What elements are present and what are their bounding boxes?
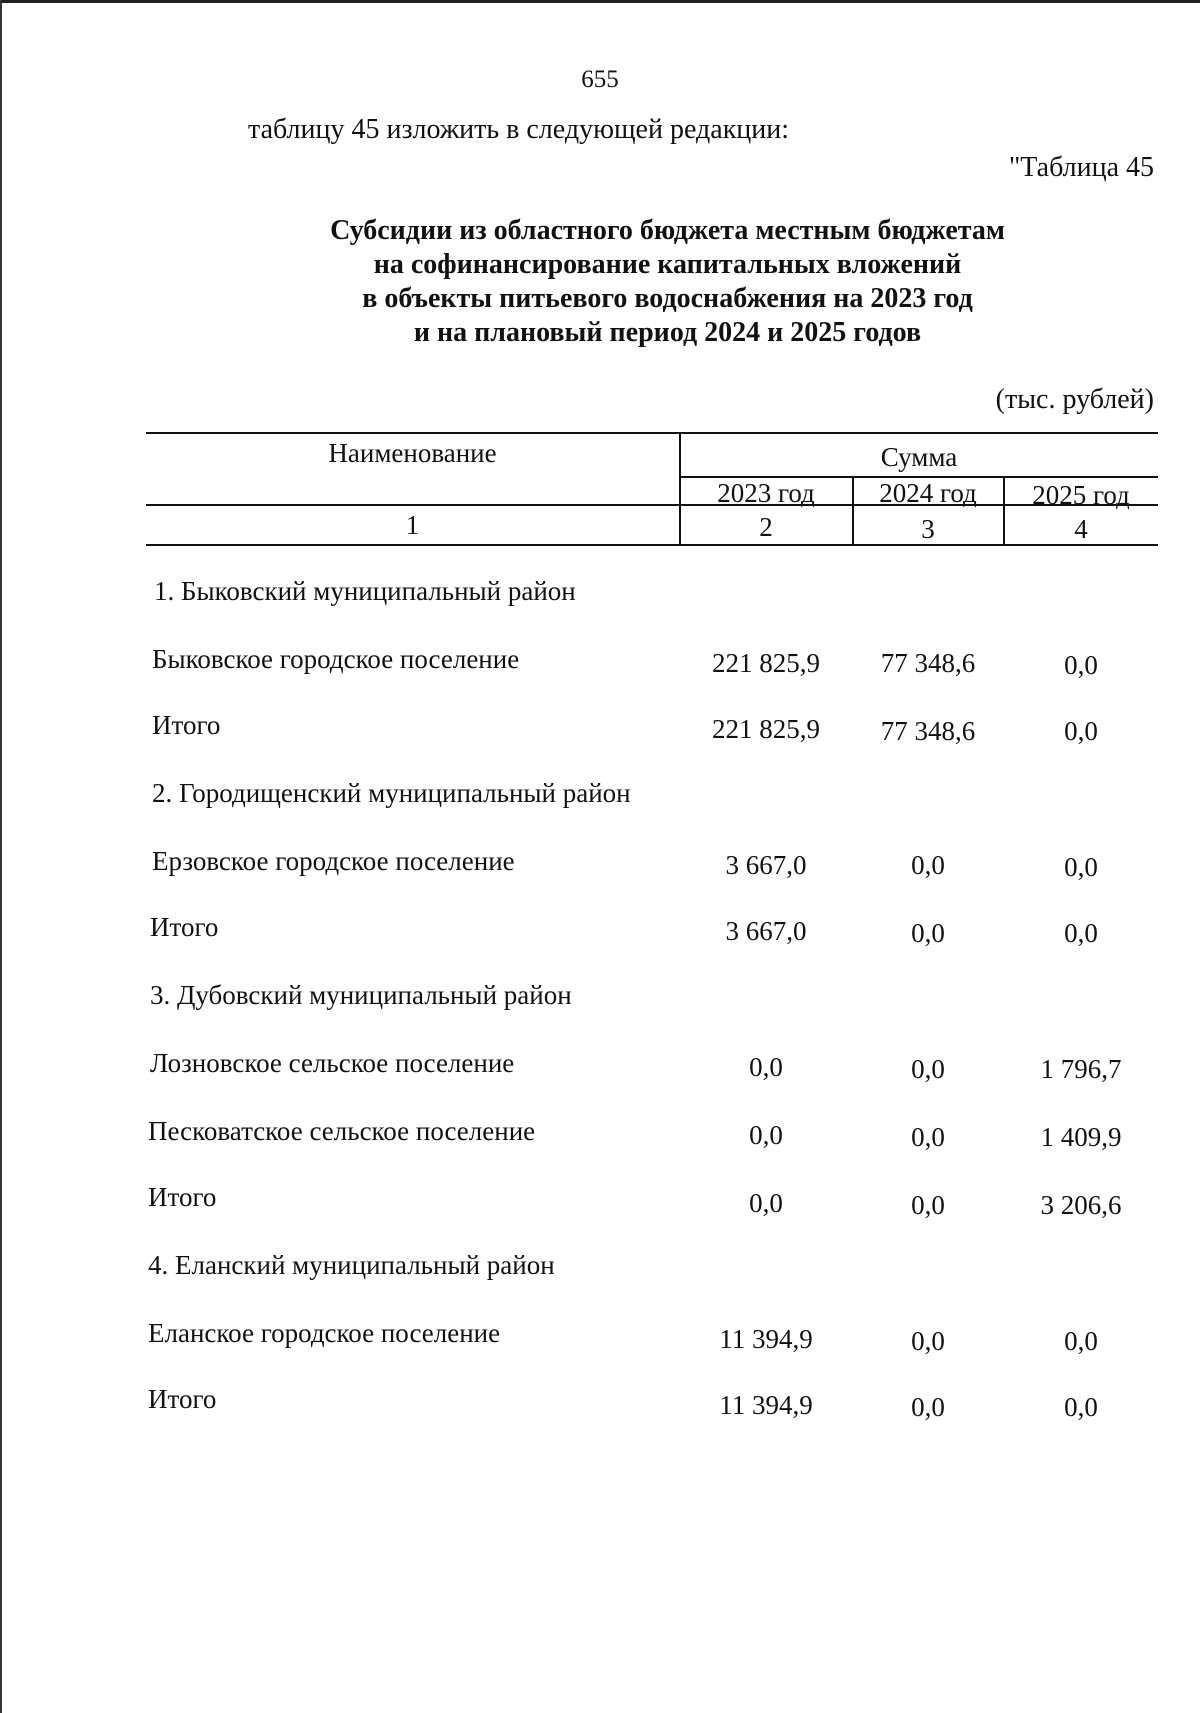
total-label: Итого [148, 1182, 217, 1212]
column-number: 1 [405, 510, 420, 540]
value-2025: 0,0 [1064, 1326, 1098, 1356]
value-2025: 0,0 [1064, 918, 1098, 948]
value-2025: 0,0 [1064, 1392, 1098, 1422]
document-title [0, 214, 1200, 350]
header-sum: Сумма [880, 442, 958, 472]
page-number: 655 [581, 66, 619, 93]
value-2023: 0,0 [749, 1120, 783, 1150]
value-2025: 3 206,6 [1040, 1190, 1122, 1220]
district-heading: 4. Еланский муниципальный район [148, 1250, 555, 1280]
title-line: на софинансирование капитальных вложений [373, 249, 962, 280]
district-heading: 3. Дубовский муниципальный район [150, 980, 572, 1010]
intro-text: таблицу 45 изложить в следующей редакции: [248, 114, 790, 145]
value-2023: 3 667,0 [725, 916, 807, 946]
column-number: 4 [1074, 514, 1088, 544]
title-line: Субсидии из областного бюджета местным бюджетам [330, 215, 1005, 246]
header-year: 2025 год [1032, 480, 1130, 510]
row-label: Еланское городское поселение [148, 1318, 501, 1348]
district-heading: 2. Городищенский муниципальный район [152, 778, 631, 808]
district-heading: 1. Быковский муниципальный район [154, 576, 576, 606]
page-top-edge [0, 0, 1200, 3]
value-2023: 3 667,0 [725, 850, 807, 880]
title-line: и на плановый период 2024 и 2025 годов [413, 317, 922, 348]
row-label: Ерзовское городское поселение [152, 846, 515, 876]
header-year: 2024 год [879, 478, 977, 508]
row-label: Лозновское сельское поселение [150, 1048, 515, 1078]
value-2024: 0,0 [911, 850, 945, 880]
value-2024: 0,0 [911, 1392, 945, 1422]
value-2024: 0,0 [911, 1122, 945, 1152]
title-line: в объекты питьевого водоснабжения на 2023 год [362, 283, 973, 314]
value-2024: 77 348,6 [880, 648, 976, 678]
value-2023: 0,0 [749, 1052, 783, 1082]
value-2023: 0,0 [749, 1188, 783, 1218]
column-number: 2 [759, 512, 773, 542]
value-2024: 0,0 [911, 918, 945, 948]
value-2025: 1 796,7 [1040, 1054, 1122, 1084]
total-label: Итого [150, 912, 219, 942]
total-label: Итого [148, 1384, 217, 1414]
value-2025: 0,0 [1064, 852, 1098, 882]
value-2024: 0,0 [911, 1326, 945, 1356]
header-year: 2023 год [717, 478, 815, 508]
column-number: 3 [921, 514, 935, 544]
value-2023: 221 825,9 [712, 648, 820, 678]
row-label: Быковское городское поселение [152, 644, 520, 674]
header-name: Наименование [328, 438, 497, 468]
value-2023: 11 394,9 [719, 1324, 813, 1354]
table-label: "Таблица 45 [1008, 152, 1154, 183]
value-2024: 77 348,6 [880, 716, 976, 746]
value-2024: 0,0 [911, 1190, 945, 1220]
value-2025: 1 409,9 [1040, 1122, 1122, 1152]
row-label: Песковатское сельское поселение [148, 1116, 536, 1146]
value-2024: 0,0 [911, 1054, 945, 1084]
value-2025: 0,0 [1064, 650, 1098, 680]
unit-label: (тыс. рублей) [995, 384, 1154, 415]
value-2025: 0,0 [1064, 716, 1098, 746]
table-top-rule [146, 432, 1158, 434]
total-label: Итого [152, 710, 221, 740]
value-2023: 11 394,9 [719, 1390, 813, 1420]
value-2023: 221 825,9 [712, 714, 820, 744]
